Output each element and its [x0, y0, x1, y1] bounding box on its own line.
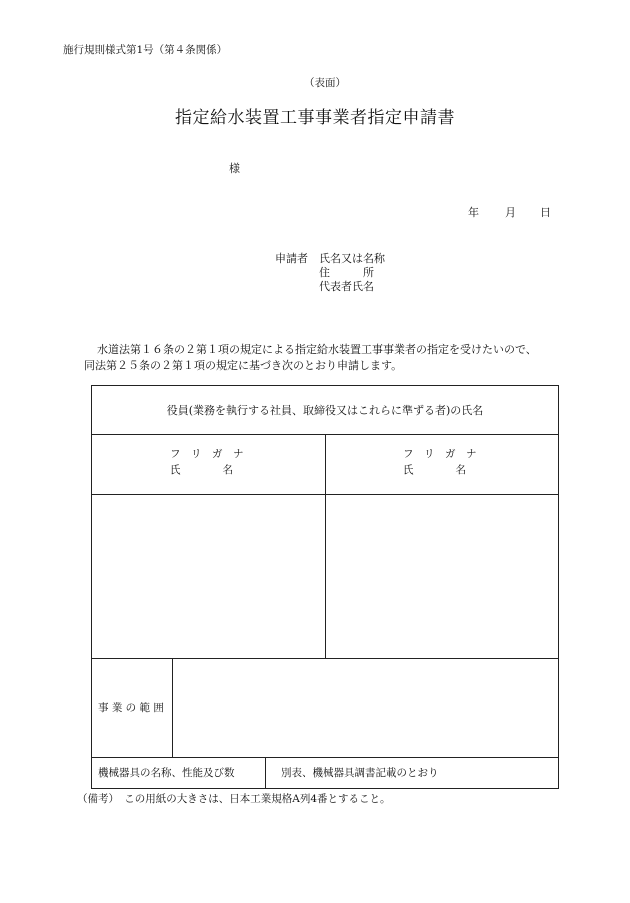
business-scope-label: 事 業 の 範 囲 [98, 702, 164, 714]
name-label-right: 氏 名 [403, 464, 466, 476]
applicant-representative-field: 代表者氏名 [319, 280, 374, 293]
column-divider [172, 658, 173, 757]
form-reference: 施行規則様式第1号（第４条関係） [63, 44, 228, 56]
column-divider [265, 757, 266, 788]
side-label: （表面） [304, 77, 346, 89]
application-statement [84, 343, 537, 375]
applicant-name-field: 氏名又は名称 [319, 252, 385, 265]
applicant-label: 申請者 [275, 252, 308, 265]
row-divider [92, 658, 558, 659]
date-year-label: 年 [468, 206, 479, 219]
furigana-label-left: フ リ ガ ナ [170, 448, 244, 460]
officers-header: 役員(業務を執行する社員、取締役又はこれらに準ずる者)の氏名 [166, 404, 484, 417]
furigana-label-right: フ リ ガ ナ [403, 448, 477, 460]
statement-line-1: 水道法第１６条の２第１項の規定による指定給水装置工事事業者の指定を受けたいので、 [97, 343, 537, 356]
row-divider [92, 757, 558, 758]
applicant-address-field: 住 所 [319, 266, 374, 279]
applicant-fields [319, 252, 385, 294]
statement-line-2: 同法第２５条の２第１項の規定に基づき次のとおり申請します。 [84, 359, 403, 372]
document-title: 指定給水装置工事事業者指定申請書 [175, 108, 455, 128]
column-divider [325, 434, 326, 658]
name-label-left: 氏 名 [170, 464, 233, 476]
equipment-label: 機械器具の名称、性能及び数 [98, 767, 235, 779]
equipment-value: 別表、機械器具調書記載のとおり [281, 767, 439, 779]
application-table [91, 385, 559, 789]
date-day-label: 日 [540, 206, 551, 219]
footnote-remarks: （備考） この用紙の大きさは、日本工業規格A列4番とすること。 [77, 793, 391, 805]
date-month-label: 月 [505, 206, 516, 219]
date-row [468, 206, 551, 219]
addressee-honorific: 様 [229, 162, 240, 175]
